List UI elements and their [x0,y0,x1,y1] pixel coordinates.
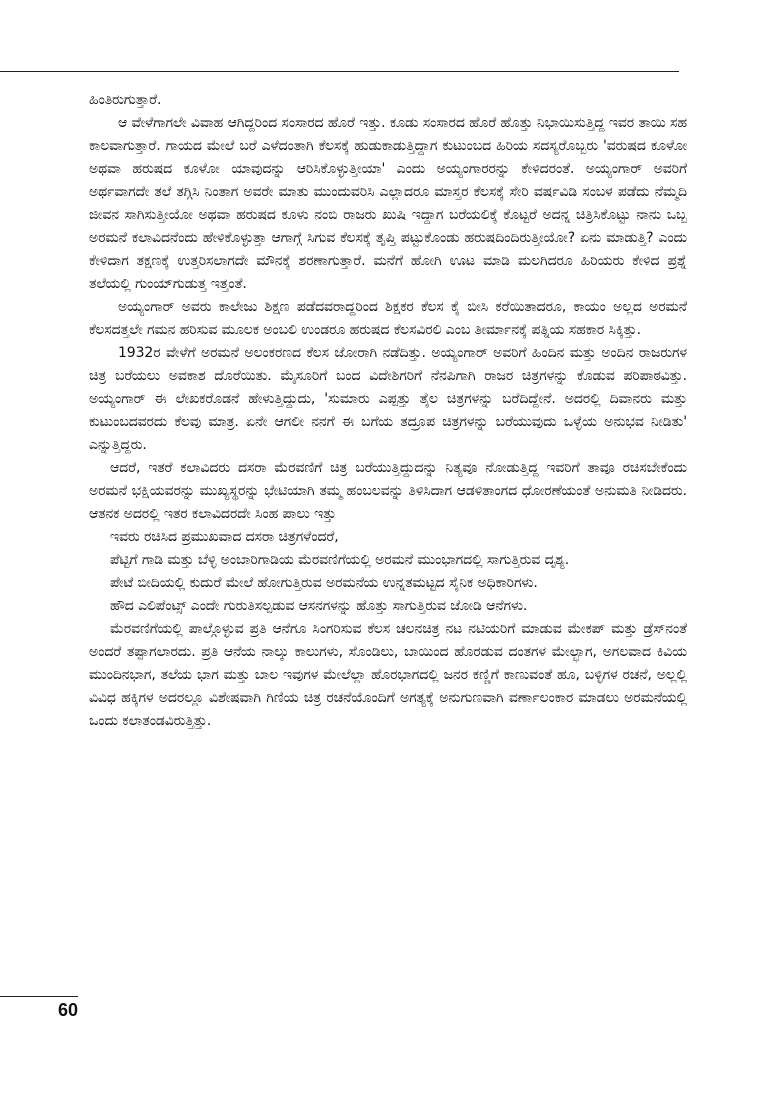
paragraph-palace-decoration-1932: 1932ರ ವೇಳೆಗೆ ಅರಮನೆ ಅಲಂಕರಣದ ಕೆಲಸ ಜೋರಾಗಿ ನಡೆದಿತ್ತು. ಅಯ್ಯಂಗಾರ್ ಅವರಿಗೆ ಹಿಂದಿನ ಮತ್ತು ಅಂದಿನ ರಾಜರುಗಳ ಚಿತ್ರ ಬರೆಯಲು ಅವಕಾಶ ದೊರೆಯಿತು. ಮೈಸೂರಿಗೆ ಬಂದ ವಿದೇಶಿಗರಿಗೆ ನೆನಪಿಗಾಗಿ ರಾಜರ ಚಿತ್ರಗಳನ್ನು ಕೊಡುವ ಪರಿಪಾಠವಿತ್ತು. ಅಯ್ಯಂಗಾರ್ ಈ ಲೇಖಕರೊಡನೆ ಹೇಳುತ್ತಿದ್ದುದು, 'ಸುಮಾರು ಎಪ್ಪತ್ತು ತೈಲ ಚಿತ್ರಗಳನ್ನು ಬರೆದಿದ್ದೇನೆ. ಅದರಲ್ಲಿ ದಿವಾನರು ಮತ್ತು ಕುಟುಂಬದವರದು ಕೆಲವು ಮಾತ್ರ. ಏನೇ ಆಗಲೀ ನನಗೆ ಈ ಬಗೆಯ ತದ್ರೂಪ ಚಿತ್ರಗಳನ್ನು ಬರೆಯುವುದು ಒಳ್ಳೆಯ ಅನುಭವ ನೀಡಿತು' ಎನ್ನುತ್ತಿದ್ದರು. [89,345,687,453]
paragraph-continuation: ಹಿಂತಿರುಗುತ್ತಾರೆ. [89,92,162,108]
paragraph-dasara-list-intro: ಇವರು ರಚಿಸಿದ ಪ್ರಮುಖವಾದ ದಸರಾ ಚಿತ್ರಗಳೆಂದರೆ, [110,529,339,545]
page-number: 60 [58,1000,79,1020]
list-item-cavalry-officers: ಪೇಟೆ ಬೀದಿಯಲ್ಲಿ ಕುದುರೆ ಮೇಲೆ ಹೋಗುತ್ತಿರುವ ಅರಮನೆಯ ಉನ್ನತಮಟ್ಟದ ಸೈನಿಕ ಅಧಿಕಾರಿಗಳು. [110,575,538,591]
paragraph-dasara-permission: ಆದರೆ, ಇತರೆ ಕಲಾವಿದರು ದಸರಾ ಮೆರವಣಿಗೆ ಚಿತ್ರ ಬರೆಯುತ್ತಿದ್ದುದನ್ನು ನಿತ್ಯವೂ ನೋಡುತ್ತಿದ್ದ ಇವರಿಗೆ ತಾವೂ ರಚಿಸಬೇಕೆಂದು ಅರಮನೆ ಭಕ್ಷಿಯವರನ್ನು ಮುಖ್ಯಸ್ಥರನ್ನು ಭೇಟಿಯಾಗಿ ತಮ್ಮ ಹಂಬಲವನ್ನು ತಿಳಿಸಿದಾಗ ಆಡಳಿತಾಂಗದ ಧೋರಣೆಯಂತೆ ಅನುಮತಿ ನೀಡಿದರು. ಆತನಕ ಅದರಲ್ಲಿ ಇತರ ಕಲಾವಿದರದೇ ಸಿಂಹ ಪಾಲು ಇತ್ತು [89,460,687,522]
paragraph-family-burden: ಆ ವೇಳೆಗಾಗಲೇ ವಿವಾಹ ಆಗಿದ್ದರಿಂದ ಸಂಸಾರದ ಹೊರೆ ಇತ್ತು. ಕೂಡು ಸಂಸಾರದ ಹೊರೆ ಹೊತ್ತು ನಿಭಾಯಿಸುತ್ತಿದ್ದ ಇವರ ತಾಯಿ ಸಹ ಕಾಲವಾಗುತ್ತಾರೆ. ಗಾಯದ ಮೇಲೆ ಬರೆ ಎಳೆದಂತಾಗಿ ಕೆಲಸಕ್ಕೆ ಹುಡುಕಾಡುತ್ತಿದ್ದಾಗ ಕುಟುಂಬದ ಹಿರಿಯ ಸದಸ್ಯರೊಬ್ಬರು 'ವರುಷದ ಕೂಳೋ ಅಥವಾ ಹರುಷದ ಕೂಳೋ ಯಾವುದನ್ನು ಆರಿಸಿಕೊಳ್ಳುತ್ತೀಯಾ' ಎಂದು ಅಯ್ಯಂಗಾರರನ್ನು ಕೇಳಿದರಂತೆ. ಅಯ್ಯಂಗಾರ್ ಅವರಿಗೆ ಅರ್ಥವಾಗದೇ ತಲೆ ತಗ್ಗಿಸಿ ನಿಂತಾಗ ಅವರೇ ಮಾತು ಮುಂದುವರಿಸಿ ಎಲ್ಲಾದರೂ ಮಾಸ್ತರ ಕೆಲಸಕ್ಕೆ ಸೇರಿ ವರ್ಷವಿಡಿ ಸಂಬಳ ಪಡೆದು ನೆಮ್ಮದಿ ಜೀವನ ಸಾಗಿಸುತ್ತೀಯೋ ಅಥವಾ ಹರುಷದ ಕೂಳು ನಂಬಿ ರಾಜರು ಖುಷಿ ಇದ್ದಾಗ ಬರೆಯಲಿಕ್ಕೆ ಕೊಟ್ಟರೆ ಅದನ್ನ ಚಿತ್ರಿಸಿಕೊಟ್ಟು ನಾನು ಒಬ್ಬ ಅರಮನೆ ಕಲಾವಿದನೆಂದು ಹೇಳಿಕೊಳ್ಳುತ್ತಾ ಆಗಾಗ್ಗೆ ಸಿಗುವ ಕೆಲಸಕ್ಕೆ ತೃಪ್ತಿ ಪಟ್ಟುಕೊಂಡು ಹರುಷದಿಂದಿರುತ್ತೀಯೋ? ಏನು ಮಾಡುತ್ತಿ? ಎಂದು ಕೇಳಿದಾಗ ತಕ್ಷಣಕ್ಕೆ ಉತ್ತರಿಸಲಾಗದೇ ಮೌನಕ್ಕೆ ಶರಣಾಗುತ್ತಾರೆ. ಮನೆಗೆ ಹೋಗಿ ಊಟ ಮಾಡಿ ಮಲಗಿದರೂ ಹಿರಿಯರು ಕೇಳಿದ ಪ್ರಶ್ನೆ ತಲೆಯಲ್ಲಿ ಗುಂಯ್‌ಗುಡುತ್ತ ಇತ್ತಂತೆ. [89,115,687,292]
list-item-silver-howdah: ಪೆಟ್ಟಿಗೆ ಗಾಡಿ ಮತ್ತು ಬೆಳ್ಳಿ ಅಂಬಾರಿಗಾಡಿಯ ಮೆರವಣಿಗೆಯಲ್ಲಿ ಅರಮನೆ ಮುಂಭಾಗದಲ್ಲಿ ಸಾಗುತ್ತಿರುವ ದೃಶ್ಯ. [110,552,570,568]
paragraph-teaching-offer: ಅಯ್ಯಂಗಾರ್ ಅವರು ಕಾಲೇಜು ಶಿಕ್ಷಣ ಪಡೆದವರಾದ್ದರಿಂದ ಶಿಕ್ಷಕರ ಕೆಲಸ ಕೈ ಬೀಸಿ ಕರೆಯಿತಾದರೂ, ಕಾಯಂ ಅಲ್ಲದ ಅರಮನೆ ಕೆಲಸದತ್ತಲೇ ಗಮನ ಹರಿಸುವ ಮೂಲಕ ಅಂಬಲಿ ಉಂಡರೂ ಹರುಷದ ಕೆಲಸವಿರಲಿ ಎಂಬ ತೀರ್ಮಾನಕ್ಕೆ ಪತ್ನಿಯ ಸಹಕಾರ ಸಿಕ್ಕಿತ್ತು. [89,299,687,338]
header-rule [0,71,679,72]
list-item-howda-elephants: ಹೌದ ಎಲಿಪೆಂಟ್ಸ್ ಎಂದೇ ಗುರುತಿಸಲ್ಪಡುವ ಆಸನಗಳನ್ನು ಹೊತ್ತು ಸಾಗುತ್ತಿರುವ ಜೋಡಿ ಆನೆಗಳು. [110,598,528,614]
body-text [89,89,687,733]
paragraph-elephant-decoration: ಮೆರವಣಿಗೆಯಲ್ಲಿ ಪಾಲ್ಗೊಳ್ಳುವ ಪ್ರತಿ ಆನೆಗೂ ಸಿಂಗರಿಸುವ ಕೆಲಸ ಚಲನಚಿತ್ರ ನಟ ನಟಿಯರಿಗೆ ಮಾಡುವ ಮೇಕಪ್ ಮತ್ತು ಡ್ರೆಸ್‌ನಂತೆ ಅಂದರೆ ತಪ್ಪಾಗಲಾರದು. ಪ್ರತಿ ಆನೆಯ ನಾಲ್ಕು ಕಾಲುಗಳು, ಸೊಂಡಿಲು, ಬಾಯಿಂದ ಹೊರಡುವ ದಂತಗಳ ಮೇಲ್ಭಾಗ, ಅಗಲವಾದ ಕಿವಿಯ ಮುಂದಿನಭಾಗ, ತಲೆಯ ಭಾಗ ಮತ್ತು ಬಾಲ ಇವುಗಳ ಮೇಲೆಲ್ಲಾ ಹೊರಭಾಗದಲ್ಲಿ ಜನರ ಕಣ್ಣಿಗೆ ಕಾಣುವಂತೆ ಹೂ, ಬಳ್ಳಿಗಳ ರಚನೆ, ಅಲ್ಲಲ್ಲಿ ವಿವಿಧ ಹಕ್ಕಿಗಳ ಅದರಲ್ಲೂ ವಿಶೇಷವಾಗಿ ಗಿಣಿಯ ಚಿತ್ರ ರಚನೆಯೊಂದಿಗೆ ಅಗತ್ಯಕ್ಕೆ ಅನುಗುಣವಾಗಿ ವರ್ಣಾಲಂಕಾರ ಮಾಡಲು ಅರಮನೆಯಲ್ಲಿ ಒಂದು ಕಲಾತಂಡವಿರುತ್ತಿತ್ತು. [89,621,687,729]
footer-rule [0,996,78,997]
